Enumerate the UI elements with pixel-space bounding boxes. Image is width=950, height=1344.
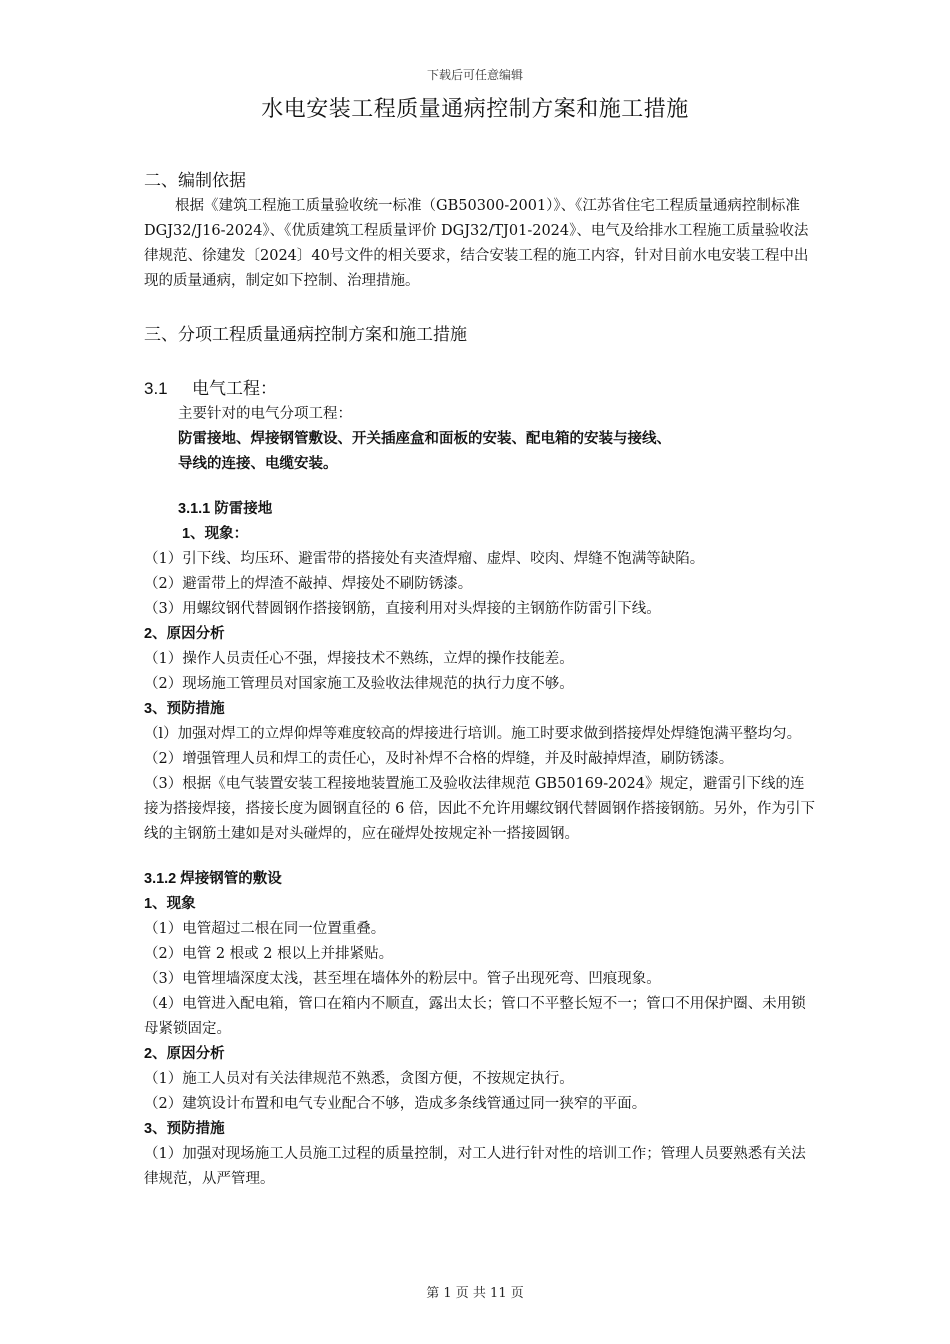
list-item: （3）用螺纹钢代替圆钢作搭接钢筋，直接利用对头焊接的主钢筋作防雷引下线。 bbox=[144, 601, 661, 617]
list-item: （3）根据《电气装置安装工程接地装置施工及验收法律规范 GB50169-2024》规定，避雷引下线的连接为搭接焊接，搭接长度为圆钢直径的 6 倍，因此不允许用螺纹钢代替圆钢作搭接钢筋。另外，作为引下线的主钢筋土建如是对头碰焊的，应在碰焊处按规定补一搭接圆钢。 bbox=[144, 776, 815, 842]
section-3-1-items-line2: 导线的连接、电缆安装。 bbox=[178, 456, 338, 472]
section-3-1-heading bbox=[144, 376, 816, 402]
list-item: （l）加强对焊工的立焊仰焊等难度较高的焊接进行培训。施工时要求做到搭接焊处焊缝饱满平整均匀。 bbox=[144, 726, 802, 742]
list-item: （2）电管 2 根或 2 根以上并排紧贴。 bbox=[144, 946, 394, 962]
list-item: （4）电管进入配电箱，管口在箱内不顺直，露出太长；管口不平整长短不一；管口不用保护圈、未用锁母紧锁固定。 bbox=[144, 996, 806, 1037]
section-3-heading: 三、分项工程质量通病控制方案和施工措施 bbox=[144, 325, 467, 344]
section-3-1-1-heading: 3.1.1 防雷接地 bbox=[178, 501, 273, 517]
list-item: （3）电管埋墙深度太浅，甚至埋在墙体外的粉层中。管子出现死弯、凹痕现象。 bbox=[144, 971, 661, 987]
section-3-1-2-heading: 3.1.2 焊接钢管的敷设 bbox=[144, 871, 282, 887]
list-item: （1）加强对现场施工人员施工过程的质量控制，对工人进行针对性的培训工作；管理人员要熟悉有关法律规范，从严管理。 bbox=[144, 1146, 806, 1187]
list-item: （1）电管超过二根在同一位置重叠。 bbox=[144, 921, 386, 937]
section-number: 3.1 bbox=[144, 379, 168, 398]
prevention-label: 3、预防措施 bbox=[144, 701, 225, 717]
list-item: （1）操作人员责任心不强，焊接技术不熟练，立焊的操作技能差。 bbox=[144, 651, 574, 667]
section-2-heading: 二、编制依据 bbox=[144, 171, 246, 190]
page-footer: 第 1 页 共 11 页 bbox=[426, 1286, 524, 1301]
section-3-1-items-line1: 防雷接地、焊接钢管敷设、开关插座盒和面板的安装、配电箱的安装与接线、 bbox=[178, 431, 671, 447]
list-item: （2）避雷带上的焊渣不敲掉、焊接处不刷防锈漆。 bbox=[144, 576, 473, 592]
section-2-body: 根据《建筑工程施工质量验收统一标准（GB50300-2001）》、《江苏省住宅工程质量通病控制标准 DGJ32/J16-2024》、《优质建筑工程质量评价 DGJ32/TJ01-2024》、电气及给排水工程施工质量验收法律规范、徐建发〔2024〕40号文件的相关要求，结合安装工程的施工内容，针对目前水电安装工程中出现的质量通病，制定如下控制、治理措施。 bbox=[144, 198, 809, 289]
list-item: （1）施工人员对有关法律规范不熟悉，贪图方便，不按规定执行。 bbox=[144, 1071, 574, 1087]
prevention-label: 3、预防措施 bbox=[144, 1121, 225, 1137]
list-item: （2）增强管理人员和焊工的责任心，及时补焊不合格的焊缝，并及时敲掉焊渣，刷防锈漆。 bbox=[144, 751, 734, 767]
cause-label: 2、原因分析 bbox=[144, 626, 225, 642]
list-item: （1）引下线、均压环、避雷带的搭接处有夹渣焊瘤、虚焊、咬肉、焊缝不饱满等缺陷。 bbox=[144, 551, 705, 567]
list-item: （2）现场施工管理员对国家施工及验收法律规范的执行力度不够。 bbox=[144, 676, 574, 692]
section-3-1-intro: 主要针对的电气分项工程： bbox=[178, 406, 352, 422]
document-title: 水电安装工程质量通病控制方案和施工措施 bbox=[261, 97, 689, 122]
list-item: （2）建筑设计布置和电气专业配合不够，造成多条线管通过同一狭窄的平面。 bbox=[144, 1096, 647, 1112]
phenomenon-label: 1、现象 bbox=[144, 896, 196, 912]
document-body bbox=[144, 168, 816, 1192]
header-note: 下载后可任意编辑 bbox=[426, 68, 523, 82]
phenomenon-label: 1、现象： bbox=[182, 526, 249, 542]
section-title: 电气工程： bbox=[192, 379, 277, 398]
cause-label: 2、原因分析 bbox=[144, 1046, 225, 1062]
